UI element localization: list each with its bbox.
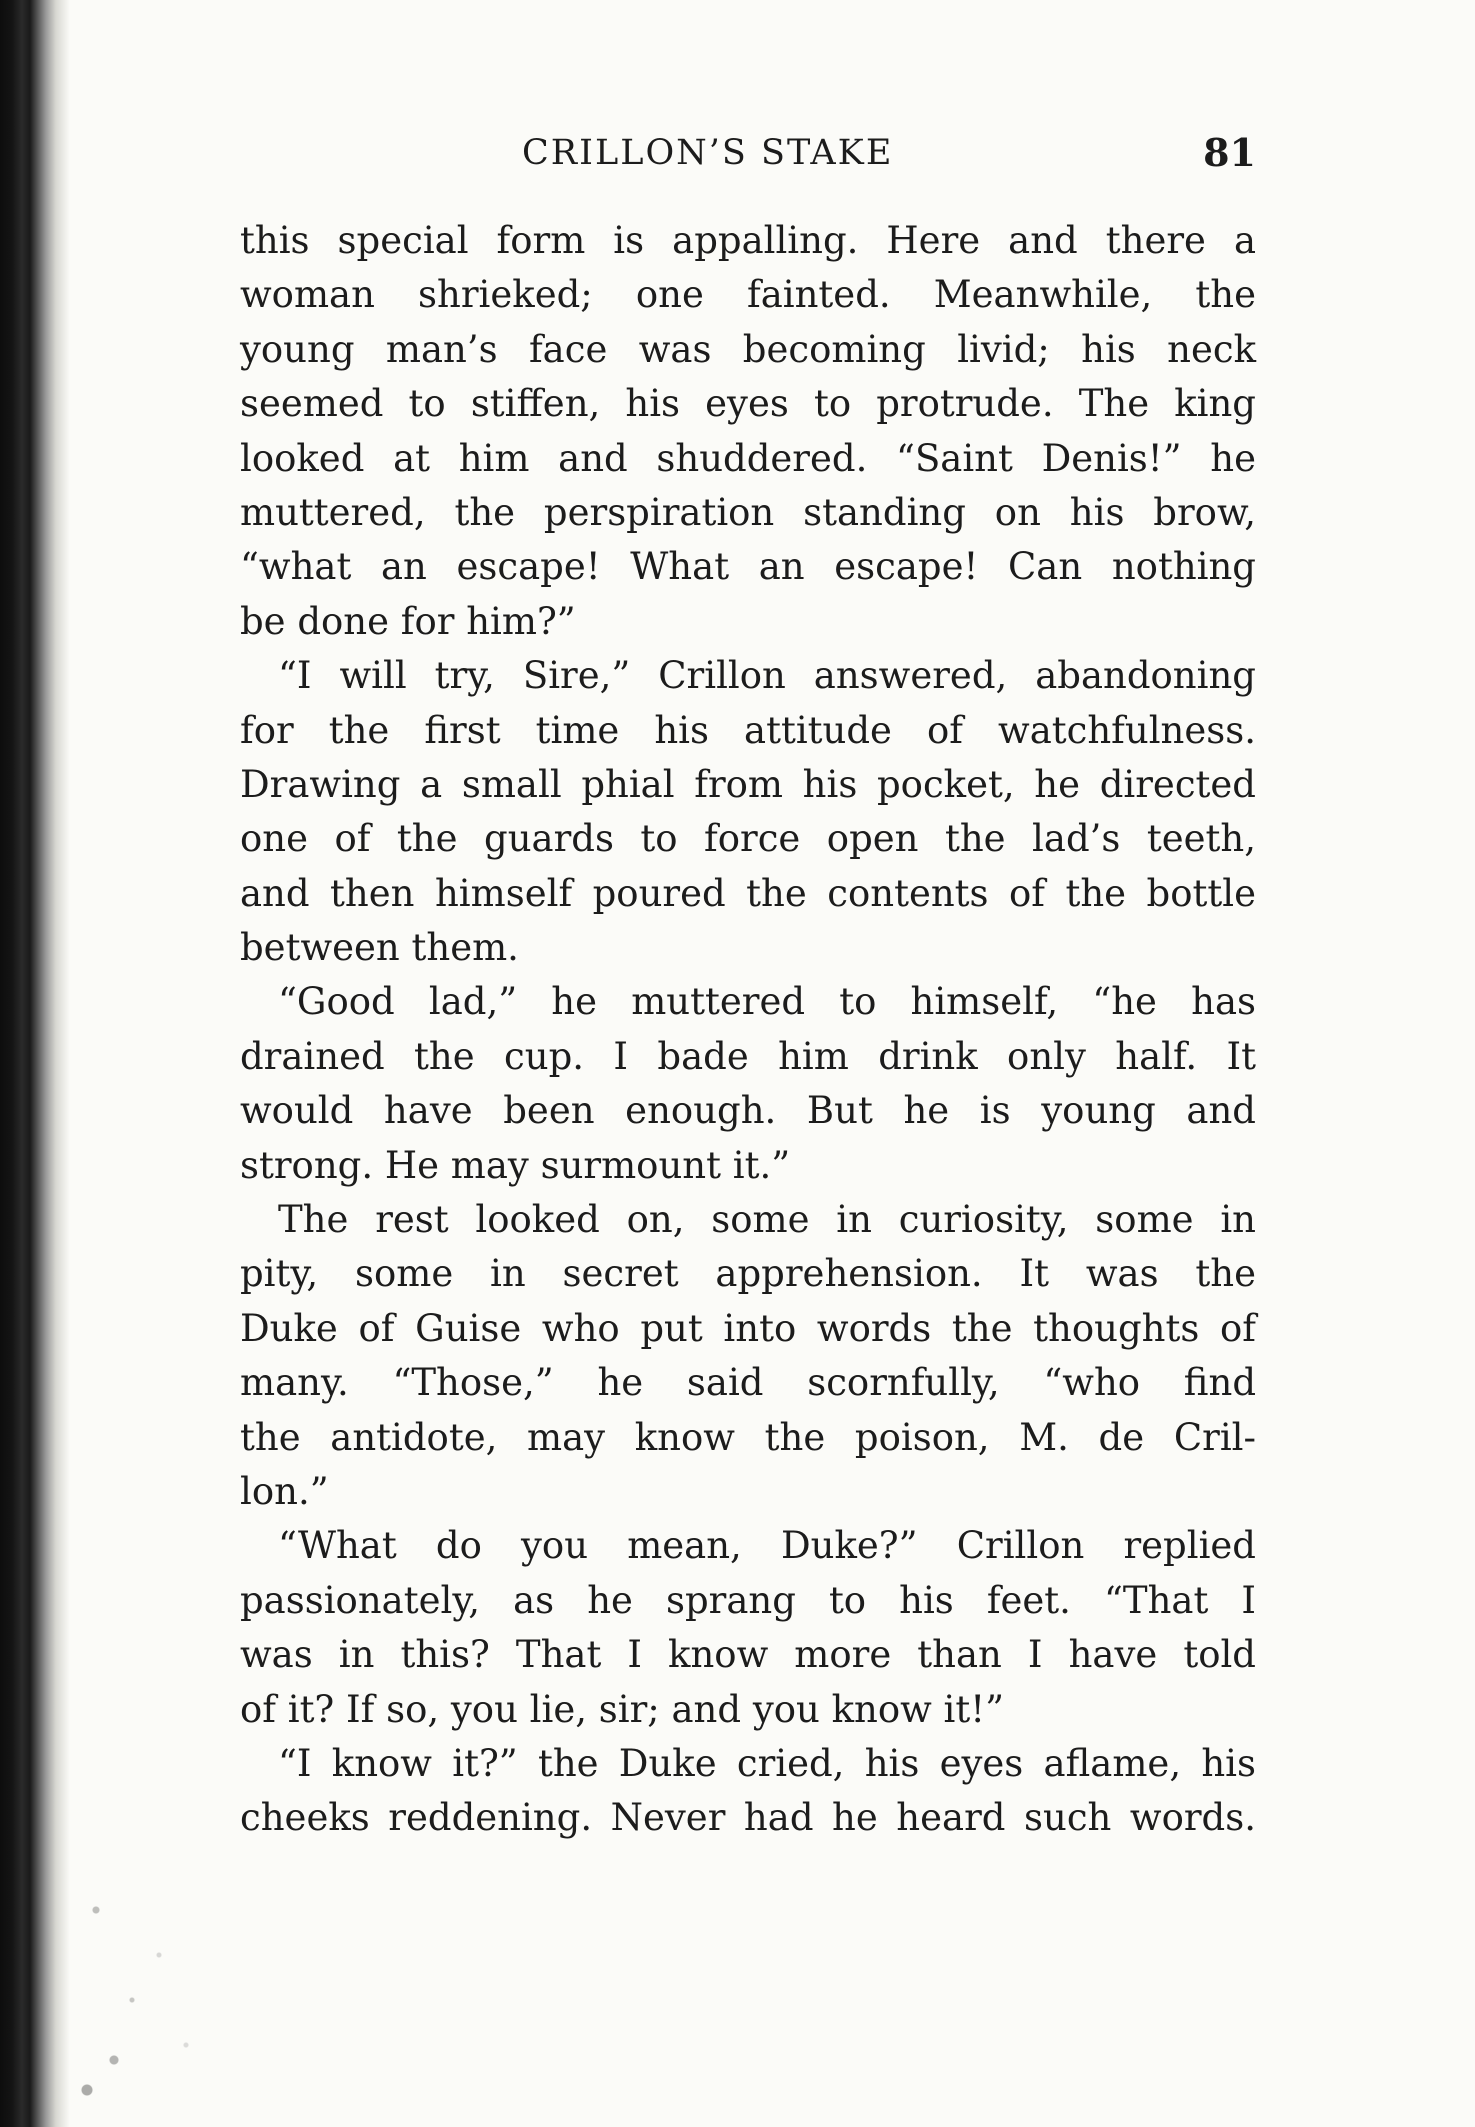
text-line: The rest looked on, some in curiosity, some in xyxy=(278,1198,1256,1242)
text-line: “I know it?” the Duke cried, his eyes aflame, his xyxy=(278,1741,1256,1785)
text-line: seemed to stiffen, his eyes to protrude. The king xyxy=(240,382,1256,426)
text-line: would have been enough. But he is young and xyxy=(240,1089,1256,1133)
text-line: woman shrieked; one fainted. Meanwhile, the xyxy=(240,273,1256,317)
text-line: “what an escape! What an escape! Can nothing xyxy=(240,545,1256,589)
text-line: muttered, the perspiration standing on his brow, xyxy=(240,490,1256,534)
text-line: was in this? That I know more than I have told xyxy=(240,1633,1256,1677)
running-title: CRILLON’S STAKE xyxy=(522,133,894,173)
text-line: strong. He may surmount it.” xyxy=(240,1143,791,1187)
text-line: cheeks reddening. Never had he heard such words. xyxy=(240,1796,1256,1840)
body-text xyxy=(240,214,1256,1846)
text-line: of it? If so, you lie, sir; and you know it!” xyxy=(240,1687,1005,1731)
text-line: this special form is appalling. Here and there a xyxy=(240,219,1256,262)
text-line: passionately, as he sprang to his feet. “That I xyxy=(240,1578,1256,1622)
text-line: “What do you mean, Duke?” Crillon replied xyxy=(278,1524,1256,1568)
text-line: many. “Those,” he said scornfully, “who find xyxy=(240,1361,1256,1405)
running-head xyxy=(238,128,1256,178)
text-line: lon.” xyxy=(240,1469,329,1513)
text-line: between them. xyxy=(240,926,519,970)
binding-edge xyxy=(0,0,70,2127)
page-speckle xyxy=(60,1820,240,2120)
text-line: drained the cup. I bade him drink only half. It xyxy=(240,1034,1256,1078)
text-line: Duke of Guise who put into words the thoughts of xyxy=(240,1306,1256,1350)
text-line: Drawing a small phial from his pocket, he directed xyxy=(240,762,1256,806)
text-line: young man’s face was becoming livid; his neck xyxy=(240,327,1256,371)
text-line: “Good lad,” he muttered to himself, “he has xyxy=(278,980,1256,1024)
text-line: one of the guards to force open the lad’s teeth, xyxy=(240,817,1256,861)
text-line: pity, some in secret apprehension. It was the xyxy=(240,1252,1256,1296)
text-line: be done for him?” xyxy=(240,599,576,643)
text-line: and then himself poured the contents of the bottle xyxy=(240,871,1256,915)
text-line: the antidote, may know the poison, M. de Cril- xyxy=(240,1415,1256,1459)
text-line: for the first time his attitude of watchfulness. xyxy=(240,708,1256,752)
text-line: “I will try, Sire,” Crillon answered, abandoning xyxy=(278,654,1256,698)
page-number: 81 xyxy=(1203,130,1256,175)
text-line: looked at him and shuddered. “Saint Denis!” he xyxy=(240,436,1256,480)
